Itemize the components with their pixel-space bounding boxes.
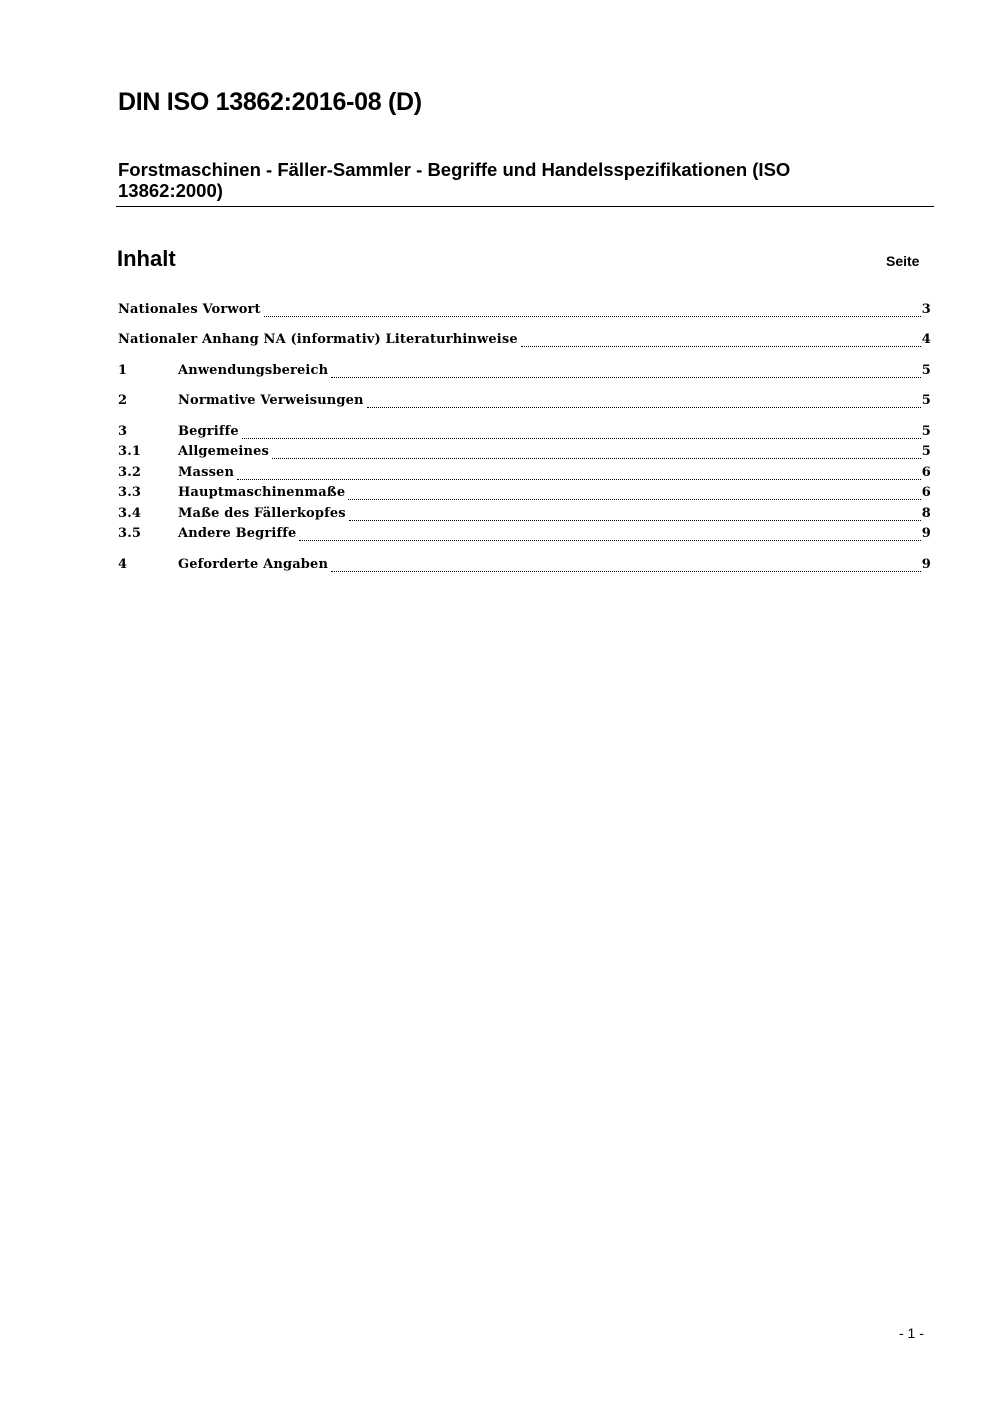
toc-entry-title: Normative Verweisungen [178, 393, 364, 408]
toc-entry-title: Begriffe [178, 424, 239, 439]
toc-entry-page: 5 [921, 393, 931, 408]
toc-entry-3-5[interactable] [118, 526, 931, 546]
toc-leader-dots [521, 346, 921, 347]
toc-entry-number: 4 [118, 557, 128, 572]
toc-entry-number: 3.3 [118, 485, 142, 500]
toc-entry-number: 3.5 [118, 526, 142, 541]
toc-entry-number: 3 [118, 424, 128, 439]
toc-entry-number: 2 [118, 393, 128, 408]
toc-entry-title: Nationales Vorwort [118, 302, 261, 317]
toc-leader-dots [272, 458, 921, 459]
toc-leader-dots [331, 571, 921, 572]
toc-entry-3[interactable] [118, 424, 931, 444]
toc-entry-page: 5 [921, 424, 931, 439]
toc-entry-page: 9 [921, 526, 931, 541]
toc-leader-dots [331, 377, 921, 378]
toc-entry-page: 6 [921, 485, 931, 500]
toc-entry-page: 3 [921, 302, 931, 317]
toc-entry-3-1[interactable] [118, 444, 931, 464]
toc-entry-nationaler-anhang[interactable] [118, 332, 931, 352]
toc-entry-page: 5 [921, 444, 931, 459]
toc-leader-dots [237, 479, 921, 480]
toc-entry-3-4[interactable] [118, 506, 931, 526]
toc-entry-title: Hauptmaschinenmaße [178, 485, 346, 500]
toc-leader-dots [348, 499, 921, 500]
title-divider [116, 206, 934, 207]
toc-entry-4[interactable] [118, 557, 931, 577]
toc-entry-title: Geforderte Angaben [178, 557, 329, 572]
toc-entry-page: 6 [921, 465, 931, 480]
toc-entry-number: 3.1 [118, 444, 142, 459]
toc-entry-page: 9 [921, 557, 931, 572]
toc-entry-page: 8 [921, 506, 931, 521]
toc-entry-nationales-vorwort[interactable] [118, 302, 931, 322]
toc-entry-title: Anwendungsbereich [178, 363, 329, 378]
page-number: - 1 - [899, 1325, 924, 1341]
document-subtitle: Forstmaschinen - Fäller-Sammler - Begriffe und Handelsspezifikationen (ISO 13862:2000) [118, 159, 791, 201]
toc-entry-1[interactable] [118, 363, 931, 383]
toc-entry-title: Massen [178, 465, 235, 480]
toc-leader-dots [242, 438, 921, 439]
toc-entry-page: 4 [921, 332, 931, 347]
toc-entry-title: Maße des Fällerkopfes [178, 506, 346, 521]
toc-entry-3-2[interactable] [118, 465, 931, 485]
toc-heading: Inhalt [117, 246, 176, 271]
toc-entry-title: Allgemeines [178, 444, 269, 459]
document-title: DIN ISO 13862:2016-08 (D) [118, 88, 422, 116]
toc-entry-page: 5 [921, 363, 931, 378]
toc-leader-dots [367, 407, 921, 408]
toc-entry-number: 3.4 [118, 506, 142, 521]
toc-entry-title: Andere Begriffe [178, 526, 297, 541]
toc-entry-number: 3.2 [118, 465, 142, 480]
toc-entry-2[interactable] [118, 393, 931, 413]
toc-entry-number: 1 [118, 363, 128, 378]
toc-leader-dots [349, 520, 921, 521]
toc-entry-title: Nationaler Anhang NA (informativ) Literaturhinweise [118, 332, 518, 347]
toc-page-column-label: Seite [886, 253, 920, 269]
toc-entry-3-3[interactable] [118, 485, 931, 505]
toc-leader-dots [299, 540, 920, 541]
toc-leader-dots [264, 316, 921, 317]
